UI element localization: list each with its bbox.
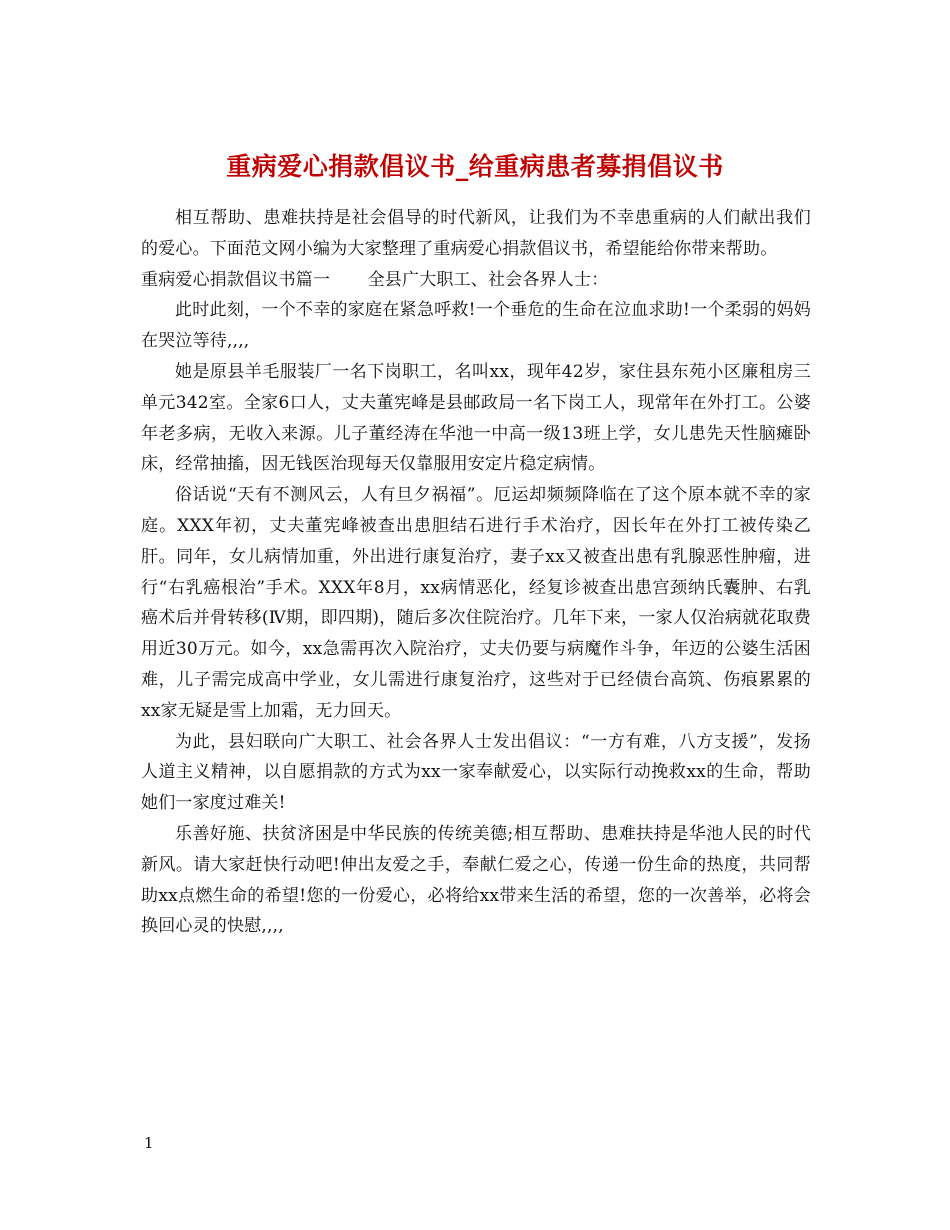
paragraph-family-background: 她是原县羊毛服装厂一名下岗职工，名叫xx，现年42岁，家住县东苑小区廉租房三单元342室。全家6口人，丈夫董宪峰是县邮政局一名下岗工人，现常年在外打工。公婆年老多病，无收入来源。儿子董经涛在华池一中高一级13班上学，女儿患先天性脑瘫卧床，经常抽搐，因无钱医治现每天仅靠服用安定片稳定病情。	[141, 361, 811, 475]
paragraph-misfortunes: 俗话说“天有不测风云，人有旦夕祸福”。厄运却频频降临在了这个原本就不幸的家庭。XXX年初，丈夫董宪峰被查出患胆结石进行手术治疗，因长年在外打工被传染乙肝。同年，女儿病情加重，外出进行康复治疗，妻子xx又被查出患有乳腺恶性肿瘤，进行“右乳癌根治”手术。XXX年8月，xx病情恶化，经复诊被查出患宫颈纳氏囊肿、右乳癌术后并骨转移(Ⅳ期，即四期)，随后多次住院治疗。几年下来，一家人仅治病就花取费用近30万元。如今，xx急需再次入院治疗，丈夫仍要与病魔作斗争，年迈的公婆生活困难，儿子需完成高中学业，女儿需进行康复治疗，这些对于已经债台高筑、伤痕累累的xx家无疑是雪上加霜，无力回天。	[141, 485, 811, 721]
document-body	[141, 203, 811, 942]
document-title: 重病爱心捐款倡议书_给重病患者募捐倡议书	[226, 151, 724, 181]
section-heading-line	[141, 265, 811, 296]
page-number: 1	[144, 1134, 154, 1152]
intro-paragraph: 相互帮助、患难扶持是社会倡导的时代新风，让我们为不幸患重病的人们献出我们的爱心。下面范文网小编为大家整理了重病爱心捐款倡议书，希望能给你带来帮助。	[141, 208, 811, 259]
paragraph-urgent-call: 此时此刻，一个不幸的家庭在紧急呼救!一个垂危的生命在泣血求助!一个柔弱的妈妈在哭泣等待,,,,	[141, 300, 811, 352]
section-label: 重病爱心捐款倡议书篇一	[141, 269, 331, 290]
salutation: 全县广大职工、社会各界人士：	[367, 269, 609, 290]
paragraph-call-to-action: 乐善好施、扶贫济困是中华民族的传统美德;相互帮助、患难扶持是华池人民的时代新风。请大家赶快行动吧!伸出友爱之手，奉献仁爱之心，传递一份生命的热度，共同帮助xx点燃生命的希望!您的一份爱心，必将给xx带来生活的希望，您的一次善举，必将会换回心灵的快慰,,,,	[141, 823, 811, 937]
paragraph-appeal: 为此，县妇联向广大职工、社会各界人士发出倡议：“一方有难，八方支援”，发扬人道主义精神，以自愿捐款的方式为xx一家奉献爱心，以实际行动挽救xx的生命，帮助她们一家度过难关!	[141, 731, 811, 814]
